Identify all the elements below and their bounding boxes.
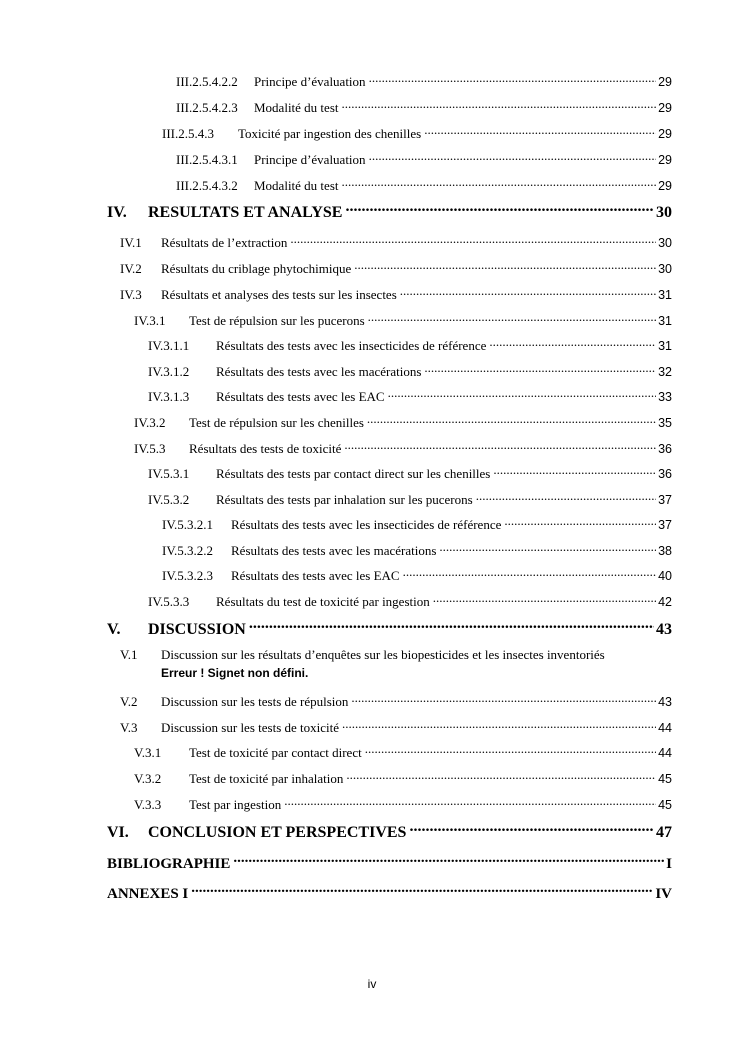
toc-entry[interactable] bbox=[176, 174, 672, 194]
toc-page: 31 bbox=[658, 287, 672, 302]
toc-leader bbox=[231, 850, 664, 868]
toc-leader bbox=[437, 539, 656, 555]
toc-leader bbox=[474, 488, 656, 504]
toc-number: IV.1 bbox=[120, 234, 142, 250]
toc-leader bbox=[491, 462, 656, 478]
toc-title: Discussion sur les tests de toxicité bbox=[161, 719, 340, 735]
toc-entry[interactable] bbox=[134, 309, 672, 329]
toc-page: 29 bbox=[658, 74, 672, 89]
toc-number: III.2.5.4.3 bbox=[162, 125, 214, 141]
toc-leader bbox=[342, 437, 656, 453]
toc-page: 29 bbox=[658, 126, 672, 141]
toc-leader bbox=[340, 96, 657, 112]
toc-leader bbox=[487, 334, 656, 350]
toc-page: 45 bbox=[658, 797, 672, 812]
toc-entry[interactable] bbox=[176, 148, 672, 168]
toc-page: 36 bbox=[658, 466, 672, 481]
toc-number: IV.5.3.1 bbox=[148, 465, 190, 481]
toc-number: IV.3.1.3 bbox=[148, 388, 190, 404]
toc-page: 38 bbox=[658, 543, 672, 558]
toc-title: Résultats du test de toxicité par ingestion bbox=[216, 593, 430, 609]
toc-title: RESULTATS ET ANALYSE bbox=[148, 204, 343, 222]
toc-number: IV. bbox=[107, 204, 127, 222]
toc-page: 29 bbox=[658, 100, 672, 115]
toc-leader bbox=[340, 716, 656, 732]
toc-entry[interactable] bbox=[120, 690, 672, 710]
toc-leader bbox=[247, 615, 654, 634]
toc-entry[interactable] bbox=[120, 257, 672, 277]
toc-page: 40 bbox=[658, 568, 672, 583]
toc-title: Discussion sur les tests de répulsion bbox=[161, 693, 349, 709]
toc-entry[interactable] bbox=[148, 462, 672, 482]
toc-entry[interactable] bbox=[148, 385, 672, 405]
toc-entry[interactable] bbox=[176, 70, 672, 90]
toc-entry[interactable] bbox=[148, 334, 672, 354]
toc-number: III.2.5.4.3.2 bbox=[176, 177, 238, 193]
toc-title: Résultats des tests avec les insecticides de référence bbox=[231, 516, 502, 532]
toc-entry[interactable] bbox=[162, 564, 672, 584]
toc-leader bbox=[401, 564, 656, 580]
toc-leader bbox=[343, 198, 654, 217]
toc-title: Test de toxicité par inhalation bbox=[189, 770, 344, 786]
toc-page: 29 bbox=[658, 152, 672, 167]
toc-number: V.3 bbox=[120, 719, 138, 735]
toc-number: IV.5.3 bbox=[134, 440, 166, 456]
toc-entry[interactable] bbox=[148, 590, 672, 610]
toc-title: Test par ingestion bbox=[189, 796, 282, 812]
toc-number: V.3.1 bbox=[134, 744, 162, 760]
toc-title: DISCUSSION bbox=[148, 621, 246, 639]
toc-page: 44 bbox=[658, 745, 672, 760]
toc-title: BIBLIOGRAPHIE bbox=[107, 856, 231, 872]
toc-chapter-entry[interactable] bbox=[107, 198, 672, 222]
toc-page: 33 bbox=[658, 389, 672, 404]
toc-number: V. bbox=[107, 621, 121, 639]
toc-leader bbox=[431, 590, 656, 606]
toc-page: 31 bbox=[658, 338, 672, 353]
toc-title: Résultats des tests avec les insecticides de référence bbox=[216, 337, 487, 353]
toc-title: CONCLUSION ET PERSPECTIVES bbox=[148, 824, 407, 842]
toc-entry[interactable] bbox=[162, 513, 672, 533]
toc-page: IV bbox=[655, 886, 672, 902]
toc-chapter-entry[interactable] bbox=[107, 615, 672, 639]
toc-number: VI. bbox=[107, 824, 129, 842]
toc-leader bbox=[352, 257, 656, 273]
toc-title: Discussion sur les résultats d’enquêtes sur les biopesticides et les insectes inventoriés bbox=[161, 647, 605, 662]
toc-title: Modalité du test bbox=[254, 177, 339, 193]
toc-entry[interactable] bbox=[148, 360, 672, 380]
toc-page: 43 bbox=[656, 621, 672, 639]
toc-page: 30 bbox=[658, 261, 672, 276]
toc-title: Toxicité par ingestion des chenilles bbox=[238, 125, 422, 141]
toc-number: IV.3.2 bbox=[134, 414, 166, 430]
toc-leader bbox=[349, 690, 656, 706]
toc-number: IV.2 bbox=[120, 260, 142, 276]
toc-leader bbox=[367, 70, 657, 86]
toc-page: 43 bbox=[658, 694, 672, 709]
toc-leader bbox=[365, 411, 656, 427]
toc-page: 29 bbox=[658, 178, 672, 193]
toc-title: Test de toxicité par contact direct bbox=[189, 744, 362, 760]
toc-number: V.3.3 bbox=[134, 796, 162, 812]
toc-title: Résultats des tests avec les EAC bbox=[231, 567, 400, 583]
toc-page: 44 bbox=[658, 720, 672, 735]
toc-entry[interactable] bbox=[148, 488, 672, 508]
toc-entry[interactable] bbox=[176, 96, 672, 116]
toc-leader bbox=[502, 513, 656, 529]
toc-title: Modalité du test bbox=[254, 99, 339, 115]
toc-number: V.3.2 bbox=[134, 770, 162, 786]
toc-title: Résultats de l’extraction bbox=[161, 234, 288, 250]
toc-number: IV.3.1.2 bbox=[148, 363, 190, 379]
toc-entry[interactable] bbox=[120, 283, 672, 303]
toc-page: 31 bbox=[658, 313, 672, 328]
toc-leader bbox=[363, 741, 656, 757]
toc-title: Test de répulsion sur les pucerons bbox=[189, 312, 365, 328]
toc-leader bbox=[422, 122, 656, 138]
toc-chapter-entry[interactable] bbox=[107, 850, 672, 873]
toc-entry[interactable] bbox=[162, 122, 672, 142]
toc-entry[interactable] bbox=[134, 411, 672, 431]
toc-title: Test de répulsion sur les chenilles bbox=[189, 414, 364, 430]
toc-entry[interactable] bbox=[134, 767, 672, 787]
toc-entry[interactable] bbox=[120, 231, 672, 251]
toc-title: Résultats des tests par contact direct sur les chenilles bbox=[216, 465, 491, 481]
toc-leader bbox=[282, 793, 656, 809]
toc-number: IV.5.3.2.3 bbox=[162, 567, 214, 583]
toc-title: ANNEXES I bbox=[107, 886, 189, 902]
toc-number: IV.3.1 bbox=[134, 312, 166, 328]
toc-leader bbox=[422, 360, 656, 376]
toc-entry[interactable] bbox=[134, 741, 672, 761]
toc-title: Principe d’évaluation bbox=[254, 151, 366, 167]
toc-chapter-entry[interactable] bbox=[107, 880, 672, 903]
toc-leader bbox=[189, 880, 653, 898]
toc-page: 36 bbox=[658, 441, 672, 456]
toc-number: IV.5.3.2.1 bbox=[162, 516, 214, 532]
toc-page: 35 bbox=[658, 415, 672, 430]
toc-title: Résultats et analyses des tests sur les insectes bbox=[161, 286, 397, 302]
toc-leader bbox=[398, 283, 656, 299]
toc-leader bbox=[344, 767, 656, 783]
toc-entry[interactable] bbox=[134, 437, 672, 457]
toc-number: III.2.5.4.2.3 bbox=[176, 99, 238, 115]
page-number: iv bbox=[367, 977, 377, 991]
toc-page: 42 bbox=[658, 594, 672, 609]
toc-entry-multiline[interactable] bbox=[120, 647, 605, 663]
toc-page: 37 bbox=[658, 492, 672, 507]
toc-leader bbox=[288, 231, 656, 247]
toc-number: IV.5.3.2.2 bbox=[162, 542, 214, 558]
toc-title: Résultats des tests avec les macérations bbox=[216, 363, 422, 379]
toc-leader bbox=[340, 174, 657, 190]
toc-entry[interactable] bbox=[162, 539, 672, 559]
toc-page: 47 bbox=[656, 824, 672, 842]
toc-title: Résultats des tests avec les macérations bbox=[231, 542, 437, 558]
toc-page: 30 bbox=[658, 235, 672, 250]
toc-number: V.1 bbox=[120, 647, 138, 662]
toc-number: III.2.5.4.2.2 bbox=[176, 73, 238, 89]
toc-title: Résultats du criblage phytochimique bbox=[161, 260, 352, 276]
toc-number: IV.5.3.2 bbox=[148, 491, 190, 507]
toc-leader bbox=[367, 148, 657, 164]
toc-number: IV.3 bbox=[120, 286, 142, 302]
toc-bookmark-error: Erreur ! Signet non défini. bbox=[161, 666, 309, 680]
toc-number: IV.5.3.3 bbox=[148, 593, 190, 609]
toc-title: Résultats des tests par inhalation sur les pucerons bbox=[216, 491, 473, 507]
toc-leader bbox=[366, 309, 656, 325]
toc-page: 37 bbox=[658, 517, 672, 532]
toc-number: IV.3.1.1 bbox=[148, 337, 190, 353]
toc-number: V.2 bbox=[120, 693, 138, 709]
toc-number: III.2.5.4.3.1 bbox=[176, 151, 238, 167]
toc-title: Résultats des tests avec les EAC bbox=[216, 388, 385, 404]
toc-page: I bbox=[666, 856, 672, 872]
toc-leader bbox=[407, 818, 654, 837]
toc-entry[interactable] bbox=[134, 793, 672, 813]
toc-title: Principe d’évaluation bbox=[254, 73, 366, 89]
toc-entry[interactable] bbox=[120, 716, 672, 736]
toc-chapter-entry[interactable] bbox=[107, 818, 672, 842]
toc-page: 30 bbox=[656, 204, 672, 222]
toc-page: 45 bbox=[658, 771, 672, 786]
toc-leader bbox=[386, 385, 656, 401]
toc-title: Résultats des tests de toxicité bbox=[189, 440, 342, 456]
toc-page: 32 bbox=[658, 364, 672, 379]
